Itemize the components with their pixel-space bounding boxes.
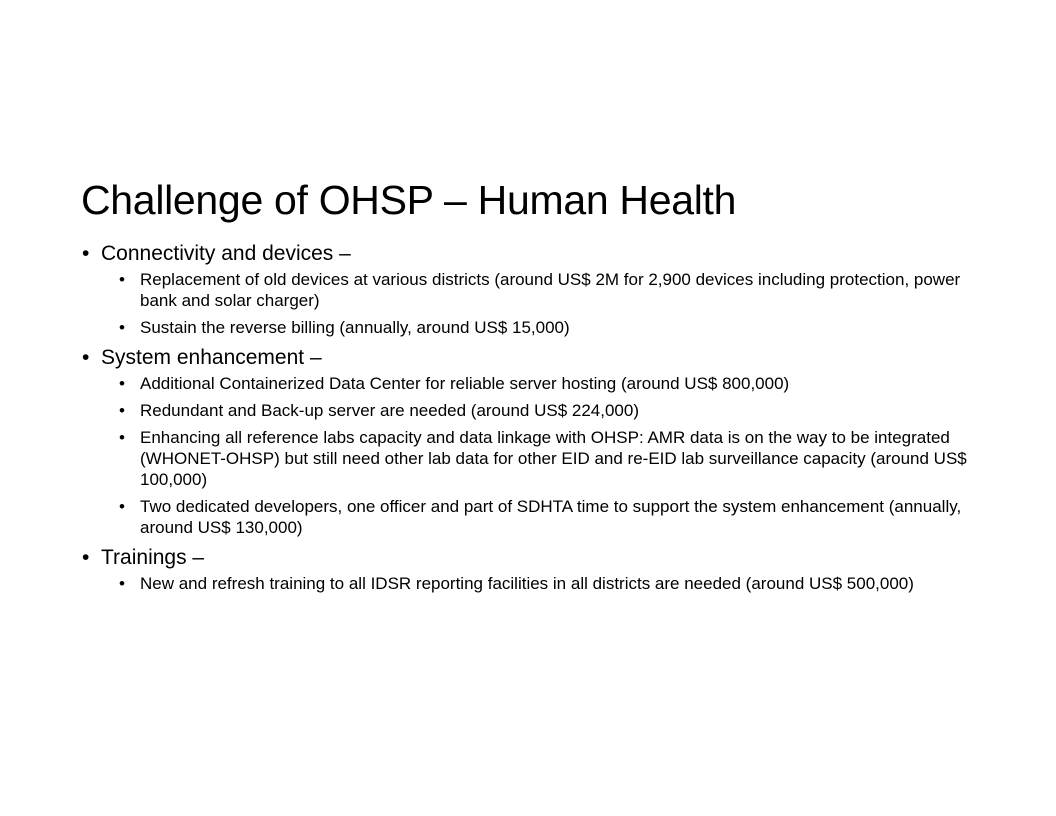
list-item-text: Redundant and Back-up server are needed (around US$ 224,000) [140,401,640,420]
list-item-text: Enhancing all reference labs capacity and data linkage with OHSP: AMR data is on the way to be integrated (WHONET-OHSP) but still need other lab data for other EID and re-EID lab surveillance capacity (around US$ 100,000) [140,428,967,489]
section-heading-text: Trainings – [101,546,205,569]
section-trainings [81,544,986,594]
section-heading [81,344,986,371]
list-item [81,317,986,338]
list-item-text: Additional Containerized Data Center for reliable server hosting (around US$ 800,000) [140,374,790,393]
list-item [81,400,986,421]
slide-title: Challenge of OHSP – Human Health [81,177,737,223]
list-item-text: New and refresh training to all IDSR reporting facilities in all districts are needed (around US$ 500,000) [140,574,914,593]
bullet-dot: • [82,242,90,265]
section-heading [81,240,986,267]
sub-list [81,373,986,538]
list-item [81,427,986,490]
bullet-dot: • [119,428,125,447]
bullet-dot: • [119,574,125,593]
list-item-text: Two dedicated developers, one officer and part of SDHTA time to support the system enhancement (annually, around US$ 130,000) [140,497,962,537]
list-item [81,269,986,311]
bullet-dot: • [82,346,90,369]
section-connectivity [81,240,986,338]
section-heading [81,544,986,571]
section-heading-text: Connectivity and devices – [101,242,351,265]
list-item [81,573,986,594]
slide-content [81,240,986,600]
bullet-dot: • [82,546,90,569]
list-item [81,496,986,538]
sub-list [81,573,986,594]
bullet-dot: • [119,270,125,289]
bullet-dot: • [119,318,125,337]
bullet-dot: • [119,401,125,420]
list-item [81,373,986,394]
bullet-dot: • [119,374,125,393]
list-item-text: Sustain the reverse billing (annually, around US$ 15,000) [140,318,570,337]
section-heading-text: System enhancement – [101,346,322,369]
section-system-enhancement [81,344,986,538]
sub-list [81,269,986,338]
bullet-dot: • [119,497,125,516]
list-item-text: Replacement of old devices at various districts (around US$ 2M for 2,900 devices including protection, power bank and solar charger) [140,270,961,310]
